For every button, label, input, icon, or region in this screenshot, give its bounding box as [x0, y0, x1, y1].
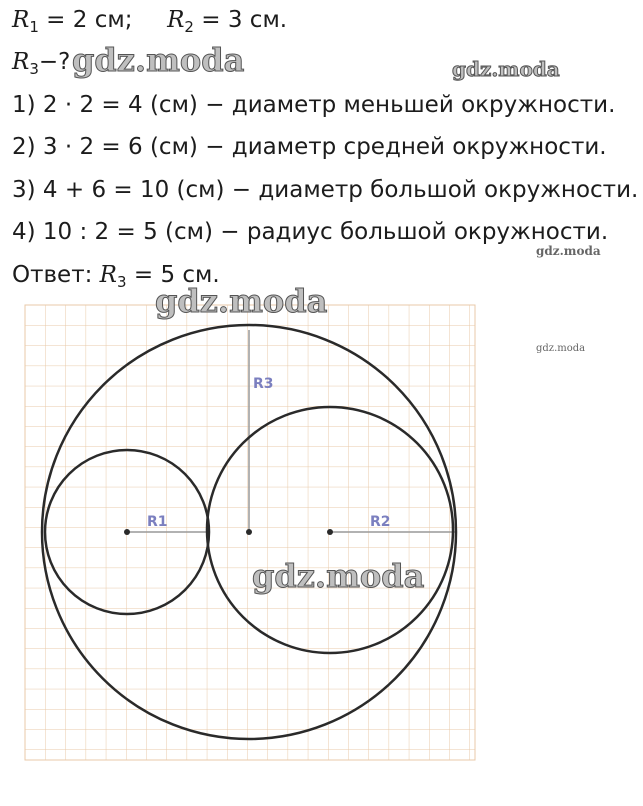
- step-2: 2) 3 · 2 = 6 (см) − диаметр средней окружности.: [12, 134, 607, 160]
- step-3: 3) 4 + 6 = 10 (см) − диаметр большой окружности.: [12, 177, 639, 203]
- r3-symbol: R: [12, 49, 30, 75]
- r1-index: 1: [29, 18, 39, 36]
- watermark-large-3: gdz.moda: [252, 557, 425, 595]
- r1-symbol: R: [12, 7, 30, 33]
- answer-index: 3: [117, 273, 127, 291]
- answer-symbol: R: [99, 262, 117, 288]
- watermark-small-2: gdz.moda: [536, 343, 586, 354]
- step-4: 4) 10 : 2 = 5 (см) − радиус большой окружности.: [12, 219, 609, 245]
- r2-index: 2: [184, 18, 194, 36]
- large-circle-center: [246, 529, 252, 535]
- watermark-small-1: gdz.moda: [536, 244, 601, 258]
- r2-symbol: R: [167, 7, 185, 33]
- label-r2: R2: [370, 514, 391, 530]
- label-r3: R3: [253, 376, 274, 392]
- step-1: 1) 2 · 2 = 4 (см) − диаметр меньшей окружности.: [12, 92, 616, 118]
- watermark-medium-1: gdz.moda: [452, 57, 560, 81]
- medium-circle-center: [327, 529, 333, 535]
- small-circle-center: [124, 529, 130, 535]
- question-mark: −?: [38, 49, 71, 75]
- watermark-large-2: gdz.moda: [155, 282, 328, 320]
- answer-value: = 5 см.: [126, 262, 220, 288]
- r2-value: = 3 см.: [193, 7, 288, 33]
- watermark-large-1: gdz.moda: [72, 41, 245, 79]
- label-r1: R1: [147, 514, 168, 530]
- r1-value: = 2 см;: [38, 7, 133, 33]
- r3-index: 3: [29, 60, 39, 78]
- answer-prefix: Ответ:: [12, 262, 100, 288]
